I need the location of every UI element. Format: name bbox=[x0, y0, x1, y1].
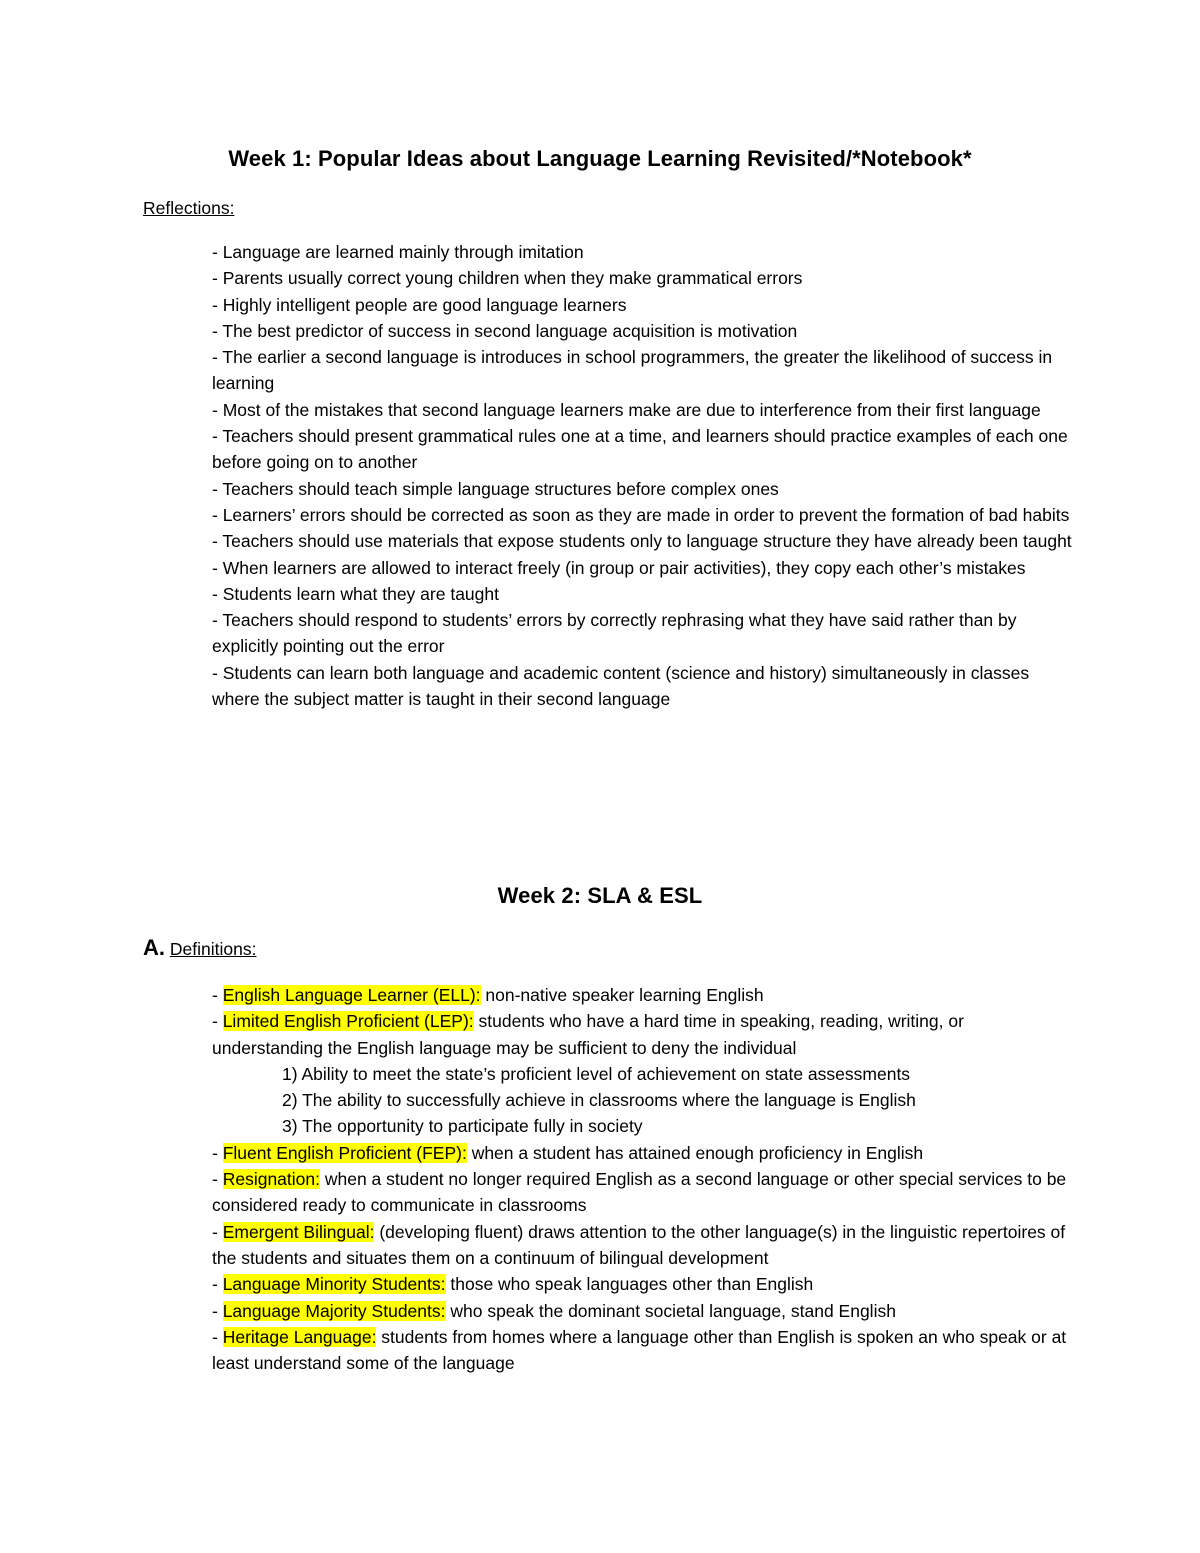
term-highlight: Fluent English Proficient (FEP): bbox=[222, 1142, 467, 1163]
definitions-list bbox=[212, 982, 1072, 1376]
definition-lep bbox=[212, 1008, 1072, 1061]
reflection-item: - Students learn what they are taught bbox=[212, 583, 499, 604]
definition-fep bbox=[212, 1140, 1072, 1166]
reflection-item: - Students can learn both language and academic content (science and history) simultaneously in classes where the subject matter is taught in their second language bbox=[212, 662, 1030, 710]
term-highlight: Limited English Proficient (LEP): bbox=[222, 1011, 474, 1032]
week2-title: Week 2: SLA & ESL bbox=[497, 883, 703, 908]
definition-text: students from homes where a language other than English is spoken an who speak or at least understand some of the language bbox=[212, 1326, 1067, 1374]
definitions-label: Definitions: bbox=[169, 939, 257, 959]
section-letter: A. bbox=[143, 935, 165, 960]
bullet-dash: - bbox=[212, 1300, 223, 1321]
term-highlight: English Language Learner (ELL): bbox=[222, 985, 481, 1005]
definition-text: who speak the dominant societal language, stand English bbox=[445, 1300, 896, 1321]
definition-text: non-native speaker learning English bbox=[480, 985, 764, 1005]
reflections-list bbox=[212, 239, 1072, 712]
reflection-item: - Parents usually correct young children when they make grammatical errors bbox=[212, 268, 803, 289]
reflection-item: - Teachers should teach simple language structures before complex ones bbox=[212, 478, 779, 499]
definition-text: students who have a hard time in speaking, reading, writing, or understanding the English language may be sufficient to deny the individual bbox=[212, 1011, 964, 1058]
bullet-dash: - bbox=[212, 1326, 223, 1347]
reflection-item: - Teachers should respond to students’ errors by correctly rephrasing what they have said rather than by explicitly pointing out the error bbox=[212, 610, 1017, 657]
definition-text: when a student no longer required English as a second language or other special services to be considered ready to communicate in classrooms bbox=[212, 1169, 1067, 1216]
bullet-dash: - bbox=[212, 985, 223, 1005]
definition-text: (developing fluent) draws attention to the other language(s) in the linguistic repertoires of the students and situates them on a continuum of bilingual development bbox=[212, 1221, 1066, 1268]
definition-language-majority bbox=[212, 1298, 1072, 1324]
definition-text: when a student has attained enough proficiency in English bbox=[466, 1142, 924, 1163]
definition-ell bbox=[212, 982, 1072, 1008]
term-highlight: Emergent Bilingual: bbox=[222, 1221, 375, 1242]
term-highlight: Language Minority Students: bbox=[222, 1274, 446, 1295]
lep-subitem: 2) The ability to successfully achieve in classrooms where the language is English bbox=[282, 1090, 916, 1111]
reflection-item: - The best predictor of success in second language acquisition is motivation bbox=[212, 320, 798, 341]
definition-language-minority bbox=[212, 1271, 1072, 1297]
reflection-item: - When learners are allowed to interact freely (in group or pair activities), they copy each other’s mistakes bbox=[212, 557, 1026, 578]
bullet-dash: - bbox=[212, 1169, 223, 1190]
reflection-item: - Learners’ errors should be corrected as soon as they are made in order to prevent the formation of bad habits bbox=[212, 504, 1070, 525]
term-highlight: Heritage Language: bbox=[222, 1326, 377, 1347]
reflection-item: - Language are learned mainly through imitation bbox=[212, 242, 584, 262]
definition-resignation bbox=[212, 1166, 1072, 1219]
definition-emergent-bilingual bbox=[212, 1219, 1072, 1272]
lep-subitem: 3) The opportunity to participate fully in society bbox=[282, 1116, 643, 1137]
definition-heritage-language bbox=[212, 1324, 1072, 1377]
reflection-item: - The earlier a second language is introduces in school programmers, the greater the likelihood of success in learning bbox=[212, 347, 1053, 394]
reflection-item: - Most of the mistakes that second language learners make are due to interference from their first language bbox=[212, 399, 1041, 420]
reflection-item: - Teachers should present grammatical rules one at a time, and learners should practice examples of each one before going on to another bbox=[212, 426, 1068, 473]
bullet-dash: - bbox=[212, 1274, 223, 1295]
bullet-dash: - bbox=[212, 1011, 223, 1032]
reflections-label: Reflections: bbox=[143, 198, 235, 218]
section-heading-definitions bbox=[143, 935, 256, 961]
reflection-item: - Teachers should use materials that expose students only to language structure they have already been taught bbox=[212, 531, 1072, 552]
term-highlight: Resignation: bbox=[222, 1169, 320, 1190]
week1-title: Week 1: Popular Ideas about Language Learning Revisited/*Notebook* bbox=[228, 146, 972, 171]
term-highlight: Language Majority Students: bbox=[222, 1300, 446, 1321]
bullet-dash: - bbox=[212, 1142, 223, 1163]
definition-text: those who speak languages other than English bbox=[445, 1274, 814, 1295]
reflection-item: - Highly intelligent people are good language learners bbox=[212, 294, 627, 315]
lep-subitem: 1) Ability to meet the state’s proficient level of achievement on state assessments bbox=[282, 1063, 911, 1084]
bullet-dash: - bbox=[212, 1221, 223, 1242]
